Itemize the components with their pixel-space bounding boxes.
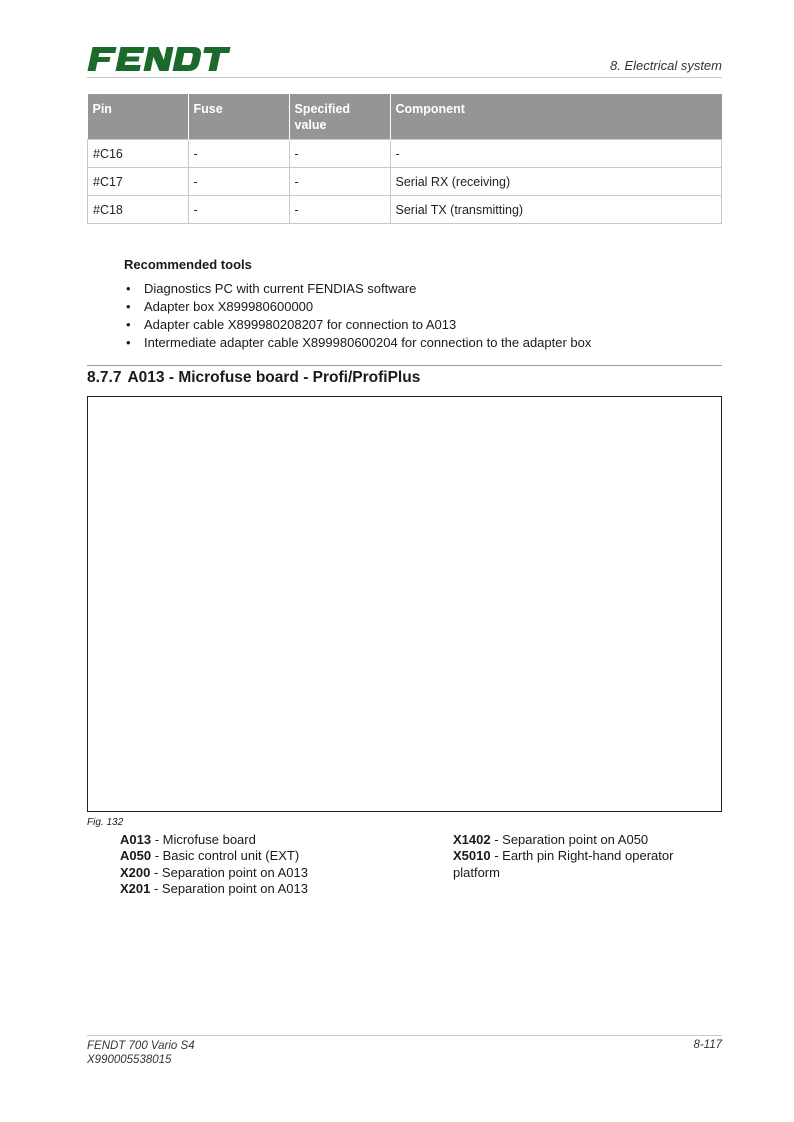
cell-component: Serial TX (transmitting) bbox=[390, 196, 722, 224]
cell-fuse: - bbox=[188, 196, 289, 224]
footer-left bbox=[87, 1039, 195, 1067]
column-header-fuse: Fuse bbox=[188, 94, 289, 140]
legend-code: A050 bbox=[120, 848, 152, 864]
cell-component: Serial RX (receiving) bbox=[390, 168, 722, 196]
column-header-component: Component bbox=[390, 94, 722, 140]
cell-fuse: - bbox=[188, 140, 289, 168]
cell-fuse: - bbox=[188, 168, 289, 196]
cell-component: - bbox=[390, 140, 722, 168]
cell-pin: #C16 bbox=[88, 140, 189, 168]
legend-text: - Separation point on A013 bbox=[150, 880, 308, 896]
footer-doc-number: X990005538015 bbox=[87, 1054, 172, 1066]
figure-label: Fig. 132 bbox=[87, 817, 124, 828]
legend-text: - Basic control unit (EXT) bbox=[151, 848, 300, 864]
list-item: • Adapter cable X899980208207 for connection to A013 bbox=[124, 316, 591, 334]
cell-pin: #C18 bbox=[88, 196, 189, 224]
section-heading bbox=[87, 369, 420, 387]
legend-item bbox=[453, 848, 693, 881]
legend-text: - Separation point on A050 bbox=[490, 832, 649, 847]
footer-divider bbox=[87, 1035, 722, 1036]
column-header-pin: Pin bbox=[88, 94, 189, 140]
pin-table bbox=[87, 94, 722, 224]
recommended-tools-list bbox=[124, 280, 591, 352]
legend-right bbox=[453, 832, 693, 881]
legend-item bbox=[120, 881, 420, 897]
figure-frame bbox=[87, 396, 722, 812]
header-divider bbox=[87, 77, 722, 78]
legend-item bbox=[120, 865, 420, 881]
fendt-logo bbox=[87, 45, 232, 73]
page-number: 8-117 bbox=[693, 1039, 722, 1051]
cell-specified-value: - bbox=[289, 140, 390, 168]
footer-model: FENDT 700 Vario S4 bbox=[87, 1040, 195, 1052]
section-title: A013 - Microfuse board - Profi/ProfiPlus bbox=[127, 369, 421, 386]
table-row bbox=[88, 140, 722, 168]
legend-left bbox=[120, 832, 420, 897]
legend-code: X5010 bbox=[453, 848, 491, 864]
cell-specified-value: - bbox=[289, 196, 390, 224]
list-item: • Diagnostics PC with current FENDIAS software bbox=[124, 280, 591, 298]
legend-item bbox=[120, 832, 420, 848]
list-item: • Intermediate adapter cable X899980600204 for connection to the adapter box bbox=[124, 334, 591, 352]
legend-item bbox=[120, 848, 420, 864]
table-row bbox=[88, 196, 722, 224]
section-divider bbox=[87, 365, 722, 366]
legend-item bbox=[453, 832, 693, 848]
cell-specified-value: - bbox=[289, 168, 390, 196]
legend-code: X200 bbox=[120, 864, 151, 880]
legend-text: - Separation point on A013 bbox=[150, 864, 308, 880]
legend-code: X201 bbox=[120, 880, 151, 896]
table-header-row bbox=[88, 94, 722, 140]
legend-code: X1402 bbox=[453, 832, 491, 847]
cell-pin: #C17 bbox=[88, 168, 189, 196]
legend-text: - Microfuse board bbox=[151, 832, 256, 847]
header-section-title: 8. Electrical system bbox=[610, 58, 722, 73]
section-number: 8.7.7 bbox=[87, 369, 122, 386]
column-header-specified-value: Specified value bbox=[289, 94, 390, 140]
recommended-tools-heading: Recommended tools bbox=[124, 257, 252, 272]
legend-text: - Earth pin Right-hand operator platform bbox=[453, 848, 674, 880]
legend-code: A013 bbox=[120, 832, 152, 847]
table-row bbox=[88, 168, 722, 196]
list-item: • Adapter box X899980600000 bbox=[124, 298, 591, 316]
